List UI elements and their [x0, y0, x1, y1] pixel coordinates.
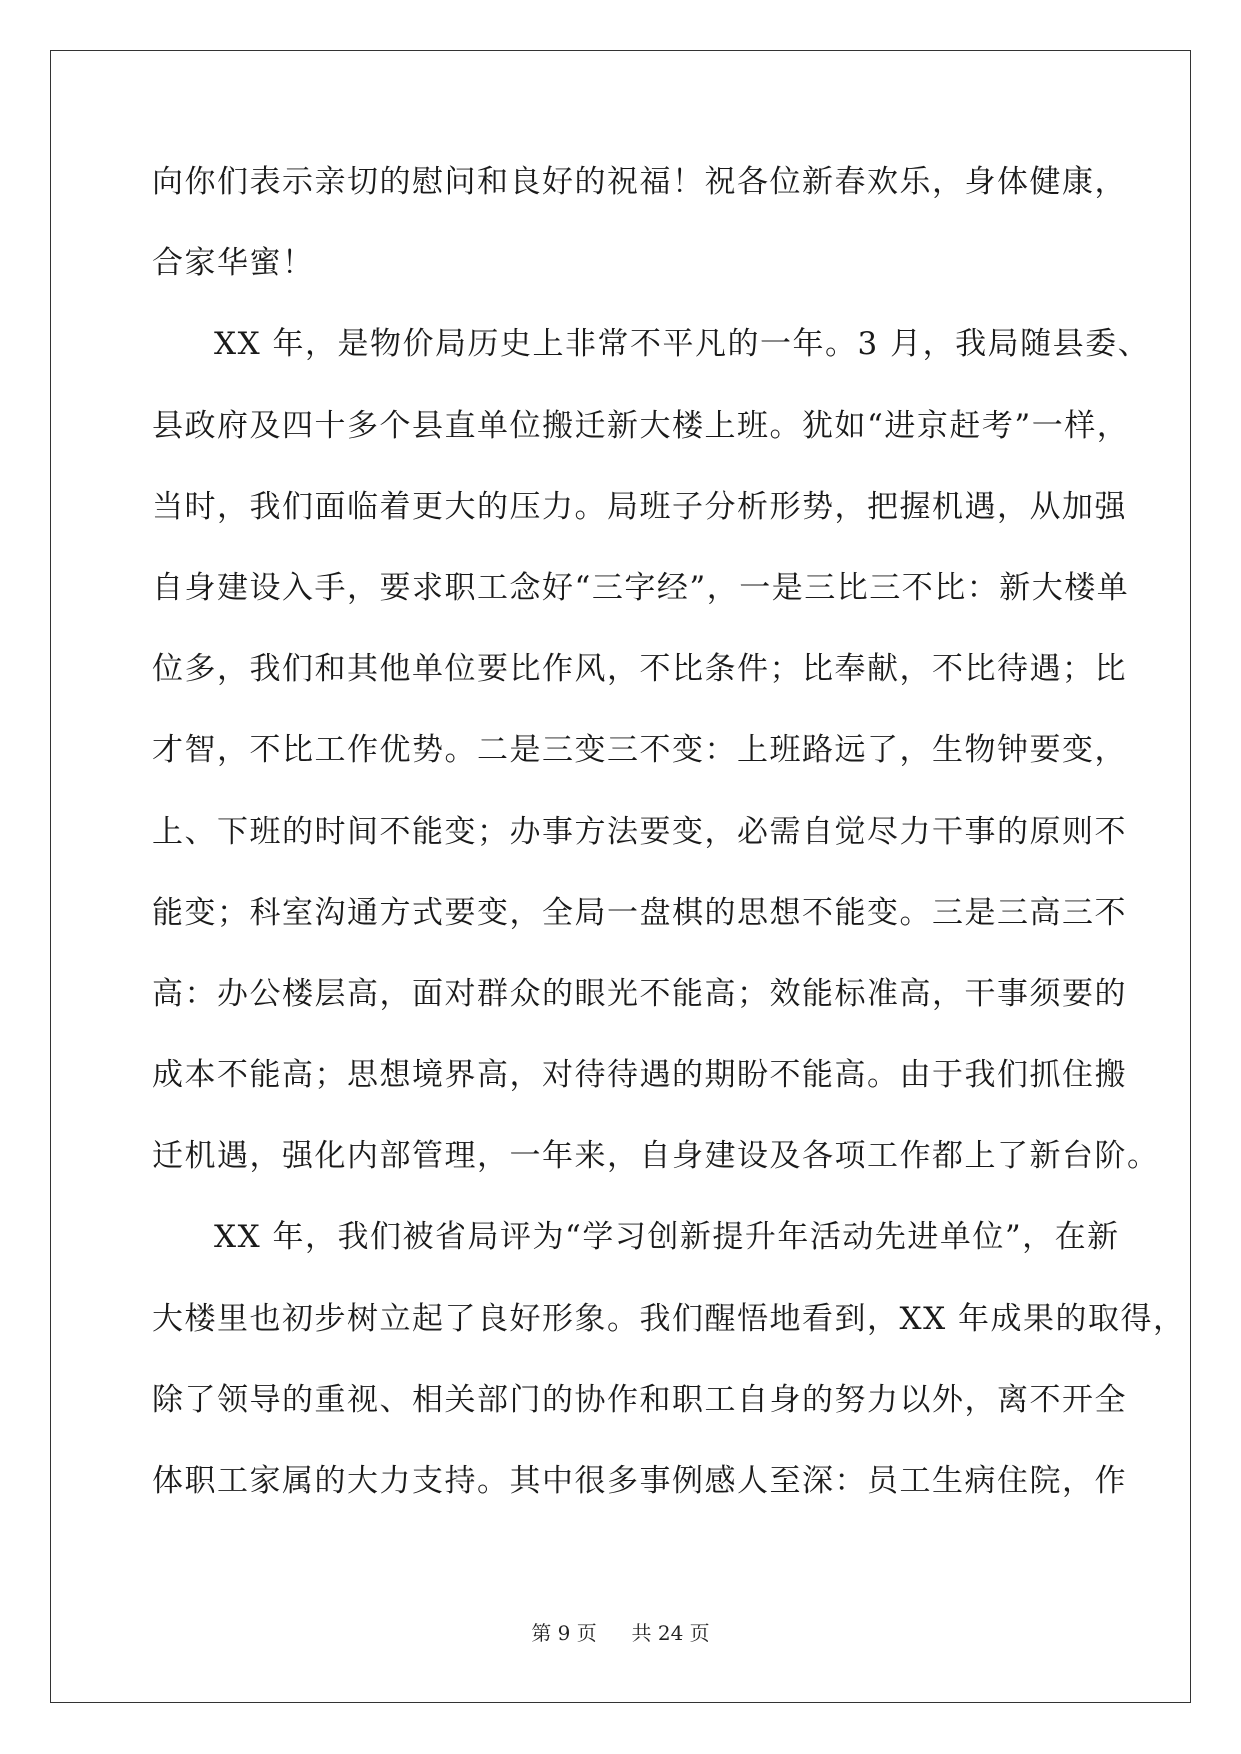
- body-line-10: 能变；科室沟通方式要变，全局一盘棋的思想不能变。三是三高三不: [152, 894, 1127, 931]
- body-line-11: 高：办公楼层高，面对群众的眼光不能高；效能标准高，干事须要的: [152, 975, 1127, 1012]
- body-line-7: 位多，我们和其他单位要比作风，不比条件；比奉献，不比待遇；比: [152, 651, 1127, 688]
- body-line-8: 才智，不比工作优势。二是三变三不变：上班路远了，生物钟要变，: [152, 732, 1127, 769]
- body-line-14: XX 年，我们被省局评为“学习创新提升年活动先进单位”，在新: [214, 1219, 1120, 1256]
- page-total: 共 24 页: [631, 1621, 710, 1645]
- body-line-16: 除了领导的重视、相关部门的协作和职工自身的努力以外，离不开全: [152, 1381, 1127, 1418]
- body-line-6: 自身建设入手，要求职工念好“三字经”，一是三比三不比：新大楼单: [152, 569, 1130, 606]
- page-number: 第 9 页: [531, 1621, 597, 1645]
- body-line-15: 大楼里也初步树立起了良好形象。我们醒悟地看到，XX 年成果的取得，: [152, 1300, 1186, 1337]
- body-line-9: 上、下班的时间不能变；办事方法要变，必需自觉尽力干事的原则不: [152, 813, 1127, 850]
- body-line-17: 体职工家属的大力支持。其中很多事例感人至深：员工生病住院，作: [152, 1463, 1127, 1499]
- document-body: [152, 152, 1186, 1532]
- body-line-1: 向你们表示亲切的慰问和良好的祝福！祝各位新春欢乐，身体健康，: [152, 164, 1127, 200]
- body-line-5: 当时，我们面临着更大的压力。局班子分析形势，把握机遇，从加强: [152, 488, 1127, 525]
- body-line-13: 迁机遇，强化内部管理，一年来，自身建设及各项工作都上了新台阶。: [152, 1138, 1160, 1175]
- body-line-3: XX 年，是物价局历史上非常不平凡的一年。3 月，我局随县委、: [214, 326, 1151, 363]
- body-line-2: 合家华蜜！: [152, 245, 315, 282]
- body-line-12: 成本不能高；思想境界高，对待待遇的期盼不能高。由于我们抓住搬: [152, 1057, 1127, 1094]
- body-line-4: 县政府及四十多个县直单位搬迁新大楼上班。犹如“进京赶考”一样，: [152, 407, 1130, 444]
- page-footer: [0, 1617, 1241, 1646]
